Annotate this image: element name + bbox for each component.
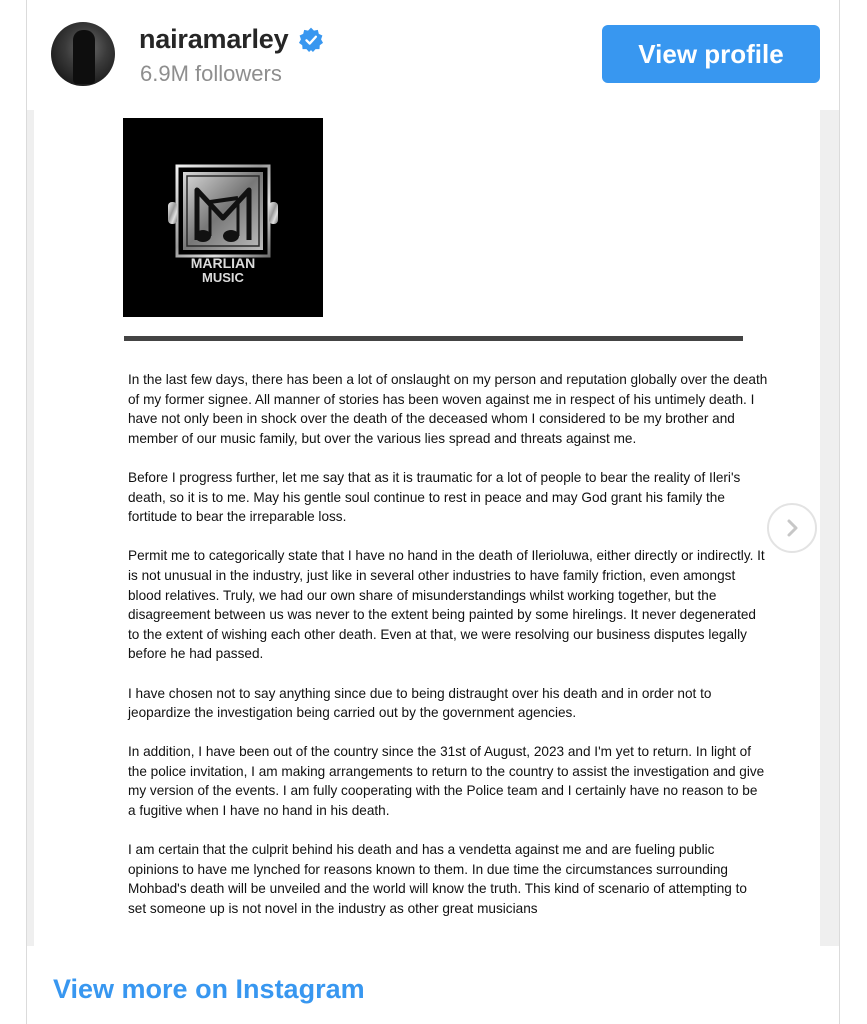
divider — [124, 336, 743, 341]
paragraph: Permit me to categorically state that I have no hand in the death of Ilerioluwa, either directly or indirectly. It is not unusual in the industry, just like in several other industries to have family friction, even amongst blood relatives. Truly, we had our own share of misunderstandings whilst working together, but the disagreement between us was never to the extent being painted by some hirelings. It never degenerated to the extent of wishing each other death. Even at that, we were resolving our business disputes legally before he had passed. — [128, 548, 765, 662]
paragraph: Before I progress further, let me say that as it is traumatic for a lot of people to bear the reality of Ileri's death, so it is to me. May his gentle soul continue to rest in peace and may God grant his family the fortitude to bear the irreparable loss. — [128, 469, 741, 525]
username-link[interactable]: nairamarley — [139, 24, 289, 54]
paragraph: I am certain that the culprit behind his death and has a vendetta against me and are fueling public opinions to have me lynched for reasons known to them. In due time the circumstances surrounding Mohbad's death will be unveiled and the world will know the truth. This kind of scenario of attempting to set someone up is not novel in the industry as other great musicians — [128, 842, 747, 917]
verified-badge-icon — [298, 27, 324, 53]
view-more-link[interactable]: View more on Instagram — [53, 974, 365, 1004]
paragraph: In the last few days, there has been a lot of onslaught on my person and reputation globally over the death of my former signee. All manner of stories has been woven against me in respect of his untimely death. I have not only been in shock over the death of the deceased whom I considered to be my brother and member of our music family, but over the various lies spread and threats against me. — [128, 372, 768, 446]
statement-text — [128, 370, 768, 938]
username-row — [139, 24, 324, 55]
logo-text-line2: MUSIC — [202, 270, 244, 285]
avatar-figure — [73, 30, 95, 84]
logo-text-line1: MARLIAN — [190, 255, 256, 271]
follower-count: 6.9M followers — [140, 61, 282, 86]
post-media — [27, 110, 839, 946]
view-profile-button[interactable]: View profile — [602, 25, 820, 83]
paragraph: In addition, I have been out of the country since the 31st of August, 2023 and I'm yet to return. In light of the police invitation, I am making arrangements to return to the country to assist the investigation and give my version of the events. I am fully cooperating with the Police team and I certainly have no reason to be a fugitive when I have no hand in his death. — [128, 744, 765, 819]
logo-graphic — [123, 118, 323, 317]
avatar[interactable] — [51, 22, 115, 86]
post-header — [27, 0, 839, 110]
instagram-embed — [26, 0, 840, 1024]
chevron-right-icon — [782, 518, 802, 538]
statement-document — [34, 110, 820, 946]
next-slide-button[interactable] — [767, 503, 817, 553]
marlian-music-logo — [123, 118, 323, 317]
paragraph: I have chosen not to say anything since due to being distraught over his death and in order not to jeopardize the investigation being carried out by the government agencies. — [128, 685, 712, 721]
